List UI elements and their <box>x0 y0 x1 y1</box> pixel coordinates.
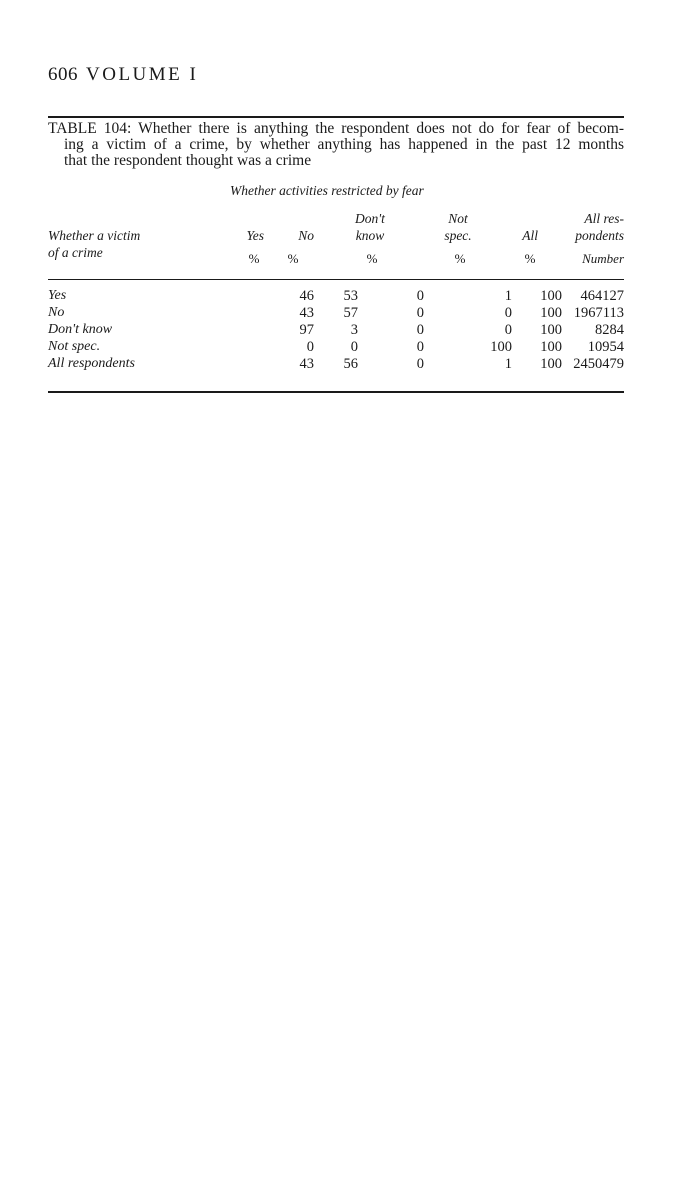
table-caption <box>48 121 624 169</box>
caption-line-1: TABLE 104: Whether there is anything the respondent does not do for fear of becom- <box>48 120 624 137</box>
table-top-rule <box>48 116 624 118</box>
cell-all-respondents: 464127 <box>580 288 624 304</box>
unit-not-spec: % <box>454 251 466 266</box>
cell-dont-know: 0 <box>416 339 424 355</box>
cell-not-spec: 0 <box>504 322 512 338</box>
cell-all-respondents: 2450479 <box>573 356 624 372</box>
page-header <box>48 64 198 86</box>
table-row <box>48 305 624 322</box>
cell-not-spec: 100 <box>490 339 512 355</box>
col-header-dont-know-line-2: know <box>355 228 385 243</box>
cell-all: 100 <box>540 288 562 304</box>
row-label: Not spec. <box>48 339 101 354</box>
running-head: VOLUME I <box>86 64 199 85</box>
col-header-yes: Yes <box>246 228 264 243</box>
row-label: Yes <box>48 288 67 303</box>
caption-line-3: that the respondent thought was a crime <box>64 152 312 169</box>
table-row <box>48 339 624 356</box>
stub-header-line-2: of a crime <box>48 245 103 260</box>
unit-no: % <box>287 251 299 266</box>
col-header-not-spec-line-1: Not <box>448 211 468 226</box>
col-header-all-respondents-line-1: All res- <box>584 211 624 226</box>
col-header-all-respondents-line-2: pondents <box>575 228 624 243</box>
cell-yes: 43 <box>299 356 314 372</box>
cell-no: 53 <box>343 288 358 304</box>
row-label: No <box>48 305 65 320</box>
col-header-dont-know-line-1: Don't <box>355 211 385 226</box>
cell-all-respondents: 10954 <box>587 339 624 355</box>
cell-not-spec: 1 <box>504 356 512 372</box>
unit-dont-know: % <box>366 251 378 266</box>
cell-dont-know: 0 <box>416 356 424 372</box>
col-header-not-spec-line-2: spec. <box>444 228 472 243</box>
cell-dont-know: 0 <box>416 305 424 321</box>
cell-yes: 97 <box>299 322 314 338</box>
cell-no: 0 <box>350 339 358 355</box>
table-row <box>48 288 624 305</box>
table-bottom-rule <box>48 391 624 393</box>
caption-line-2: ing a victim of a crime, by whether anything has happened in the past 12 months <box>64 136 624 153</box>
col-header-all: All <box>522 228 538 243</box>
cell-yes: 46 <box>299 288 314 304</box>
column-spanner-heading: Whether activities restricted by fear <box>230 183 424 198</box>
unit-all-respondents: Number <box>582 251 624 266</box>
col-header-no: No <box>298 228 314 243</box>
cell-all: 100 <box>540 322 562 338</box>
cell-dont-know: 0 <box>416 322 424 338</box>
table-row <box>48 322 624 339</box>
cell-not-spec: 0 <box>504 305 512 321</box>
cell-all: 100 <box>540 339 562 355</box>
header-body-rule <box>48 279 624 280</box>
cell-all-respondents: 1967113 <box>573 305 624 321</box>
cell-not-spec: 1 <box>504 288 512 304</box>
unit-yes: % <box>248 251 260 266</box>
row-label: Don't know <box>48 322 113 337</box>
stub-header-line-1: Whether a victim <box>48 228 141 243</box>
cell-all-respondents: 8284 <box>595 322 624 338</box>
cell-no: 57 <box>343 305 358 321</box>
cell-all: 100 <box>540 305 562 321</box>
cell-all: 100 <box>540 356 562 372</box>
cell-no: 3 <box>350 322 358 338</box>
cell-no: 56 <box>343 356 358 372</box>
row-label: All respondents <box>48 356 135 371</box>
unit-all: % <box>524 251 536 266</box>
page-number: 606 <box>48 64 78 85</box>
cell-dont-know: 0 <box>416 288 424 304</box>
cell-yes: 43 <box>299 305 314 321</box>
cell-yes: 0 <box>306 339 314 355</box>
table-row <box>48 356 624 373</box>
